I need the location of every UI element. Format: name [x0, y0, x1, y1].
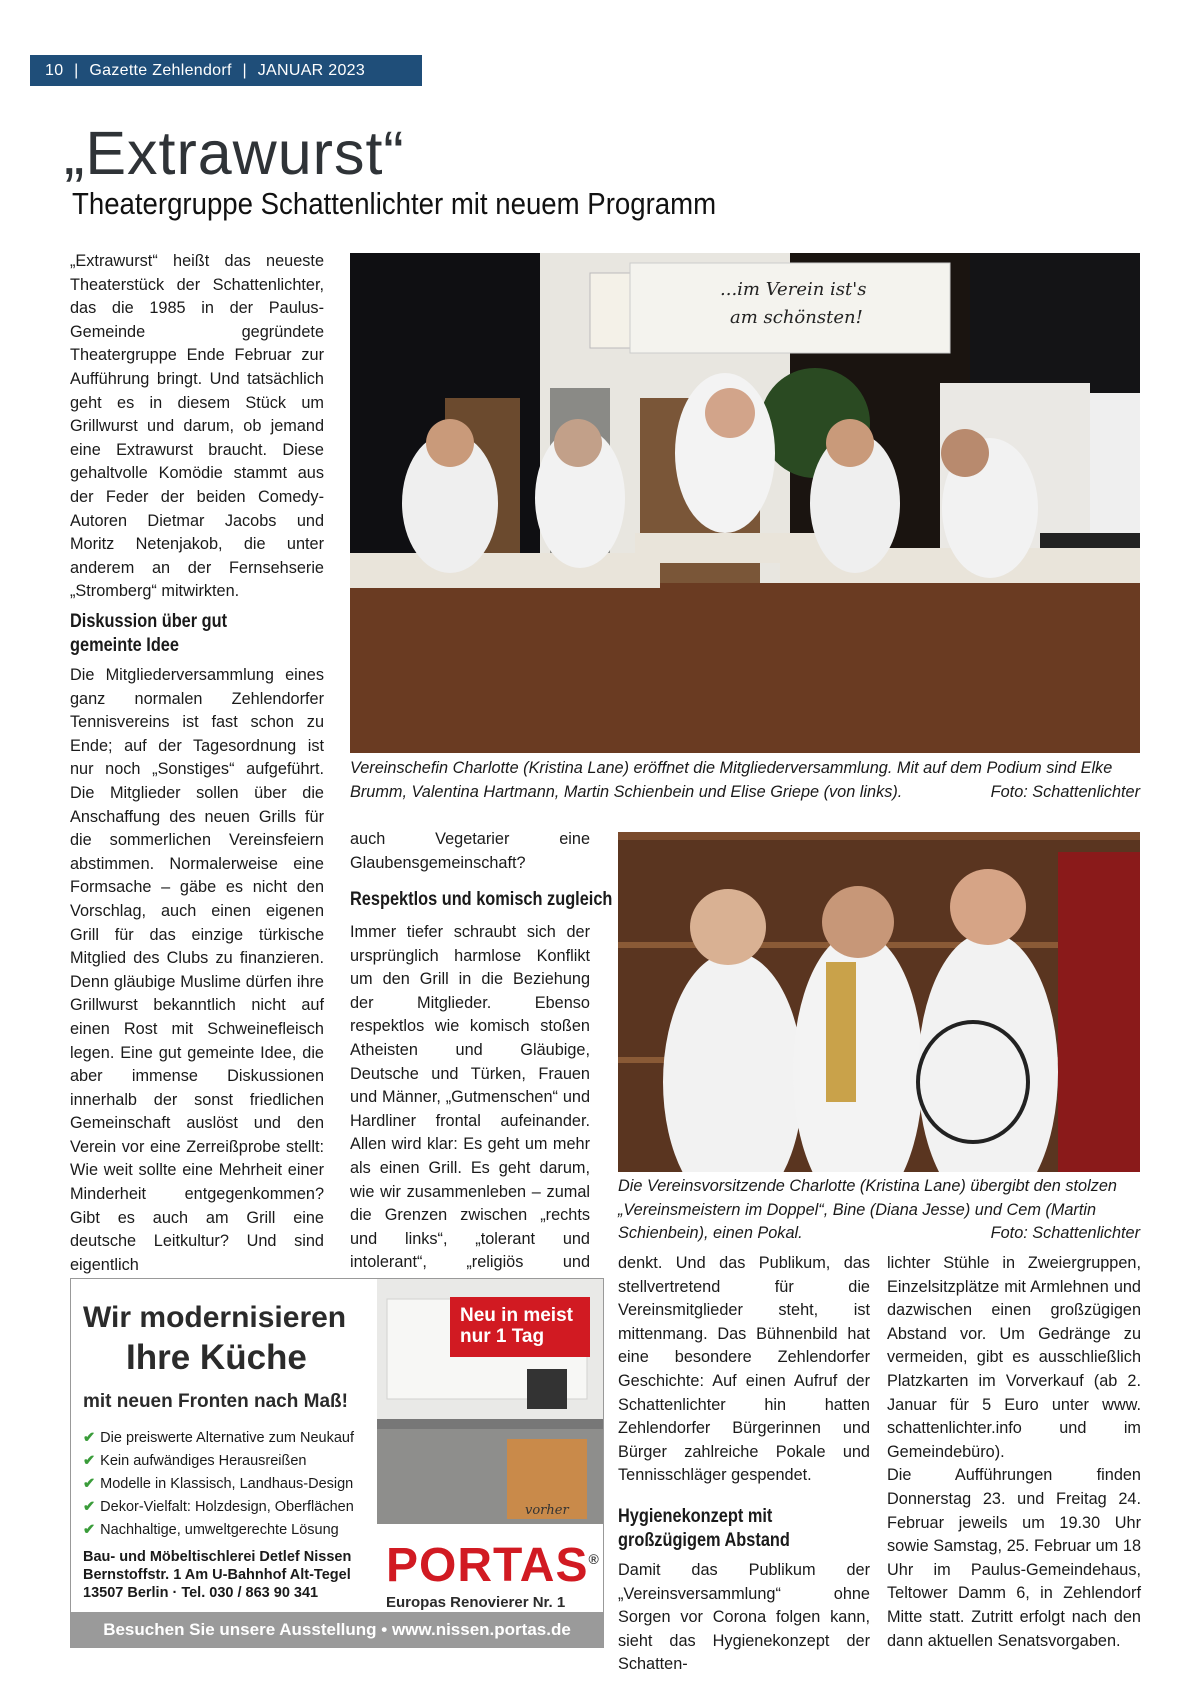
header-separator: | — [74, 62, 79, 79]
publication-name: Gazette Zehlendorf — [89, 62, 232, 79]
banner-line-2: am schönsten! — [730, 307, 863, 328]
photo-1-credit: Foto: Schattenlichter — [990, 782, 1140, 801]
ad-address-line-2: Bernstoffstr. 1 Am U-Bahnhof Alt-Tegel — [83, 1567, 351, 1583]
column-3-body — [618, 1559, 870, 1677]
column-3 — [618, 1252, 870, 1488]
ad-footer-banner[interactable]: Besuchen Sie unsere Ausstellung • www.nissen.portas.de — [71, 1612, 603, 1647]
issue-date: JANUAR 2023 — [257, 62, 366, 79]
ad-headline-3: mit neuen Fronten nach Maß! — [83, 1391, 348, 1412]
ad-badge-line-1: Neu in meist — [460, 1305, 573, 1326]
ad-benefit-item: ✔ Dekor-Vielfalt: Holzdesign, Oberflächen — [83, 1499, 354, 1515]
page-number: 10 — [45, 62, 64, 79]
ad-address-line-1: Bau- und Möbeltischlerei Detlef Nissen — [83, 1549, 352, 1565]
stage-photo — [350, 253, 1140, 753]
check-icon: ✔ — [83, 1453, 96, 1469]
photo-1-caption-text: Vereinschefin Charlotte (Kristina Lane) eröffnet die Mitgliederversammlung. Mit auf dem Podium sind Elke Brumm, Valentina Hartmann, Martin Schienbein und Elise Griepe (von links). — [350, 759, 1113, 801]
registered-mark: ® — [588, 1551, 600, 1567]
section-heading-3-line1: Hygienekonzept mit — [618, 1506, 773, 1527]
ad-headline-1: Wir modernisieren — [83, 1301, 347, 1334]
ad-address-line-3: 13507 Berlin · Tel. 030 / 863 90 341 — [83, 1585, 319, 1601]
section-heading-3-line2: großzügigem Abstand — [618, 1530, 790, 1551]
section-heading-1 — [70, 610, 330, 658]
ad-badge-line-2: nur 1 Tag — [460, 1326, 545, 1347]
photo-2-caption-text: Die Vereinsvorsitzende Charlotte (Kristina Lane) übergibt den stolzen „Vereinsmeistern im Doppel“, Bine (Diana Jesse) und Cem (Martin Schienbein), einen Pokal. — [618, 1177, 1117, 1243]
column-1 — [70, 250, 324, 604]
section-heading-3 — [618, 1505, 878, 1553]
section-heading-2-wrap — [350, 888, 613, 912]
column-3-text: denkt. Und das Publikum, das stellvertretend für die Vereinsmitglieder steht, ist mittenmang. Das Bühnenbild hat eine besondere Zehlendorfer Geschichte: Auf einen Aufruf der Schattenlichter hin hatten Zehlendorfer Bürgerinnen und Bürger zahlreiche Pokale und Tennisschläger gespendet. — [618, 1254, 870, 1485]
banner-line-1: ...im Verein ist's — [720, 279, 867, 300]
column-2-body — [350, 921, 590, 1322]
column-2-continuation: auch Vegetarier eine Glaubensgemeinschaft? — [350, 830, 590, 872]
vorher-label: vorher — [525, 1503, 569, 1518]
ad-red-badge — [450, 1297, 590, 1357]
ad-benefit-list — [83, 1427, 354, 1542]
stage-photo-image — [350, 253, 1140, 753]
section-3-text: Damit das Publikum der „Vereinsversammlung“ ohne Sorgen vor Corona folgen kann, sieht das Hygienekonzept der Schatten- — [618, 1561, 870, 1674]
ad-benefit-item: ✔ Die preiswerte Alternative zum Neukauf — [83, 1430, 355, 1446]
ad-benefit-item: ✔ Modelle in Klassisch, Landhaus-Design — [83, 1476, 354, 1492]
photo-1-caption — [350, 757, 1140, 804]
check-icon: ✔ — [83, 1522, 96, 1538]
section-2-text: Immer tiefer schraubt sich der ursprünglich harmlose Konflikt um den Grill in die Beziehung der Mitglieder. Ebenso respektlos wie komisch stoßen Atheisten und Gläubige, Deutsche und Türken, Frauen und Männer, „Gutmenschen“ und Hardliner frontal aufeinander. Allen wird klar: Es geht um mehr als einen Grill. Es geht darum, wie wir zusammenleben – zumal die Grenzen zwischen „rechts und links“, „tolerant und intolerant“, „religiös und — [350, 923, 590, 1272]
portas-logo: PORTAS® — [386, 1539, 600, 1592]
check-icon: ✔ — [83, 1499, 96, 1515]
check-icon: ✔ — [83, 1430, 96, 1446]
page-header — [30, 55, 422, 86]
column-4-text-1: lichter Stühle in Zweiergruppen, Einzelsitzplätze mit Armlehnen und dazwischen einen großzügigen Abstand vor. Um Gedränge zu vermeiden, gibt es ausschließlich Platzkarten im Vorverkauf (ab 2. Januar für 5 Euro unter www. schattenlichter.info und im Gemeindebüro). — [887, 1254, 1141, 1461]
section-heading-1-line2: gemeinte Idee — [70, 635, 179, 656]
column-4 — [887, 1252, 1141, 1653]
article-intro: „Extrawurst“ heißt das neueste Theaterstück der Schattenlichter, das die 1985 in der Paulus-Gemeinde gegründete Theatergruppe Ende Februar zur Aufführung bringt. Und tatsächlich geht es in diesem Stück um Grillwurst und darum, ob jemand eine Extrawurst braucht. Diese gehaltvolle Komödie stammt aus der Feder der beiden Comedy-Autoren Dietmar Jacobs und Moritz Netenjakob, die unter anderem an der Fernsehserie „Stromberg“ mitwirkten. — [70, 252, 324, 601]
photo-2-caption — [618, 1175, 1140, 1246]
header-separator: | — [242, 62, 247, 79]
photo-2-credit: Foto: Schattenlichter — [990, 1224, 1140, 1243]
article-title: „Extrawurst“ — [64, 119, 405, 187]
ad-address — [83, 1548, 351, 1602]
trophy-photo-image — [618, 832, 1140, 1172]
column-4-text-2: Die Aufführungen finden Donnerstag 23. und Freitag 24. Februar jeweils um 19.30 Uhr sowie Samstag, 25. Februar um 18 Uhr im Paulus-Gemeindehaus, Teltower Damm 6, in Zehlendorf Mitte statt. Zutritt erfolgt nach den dann aktuellen Senatsvorgaben. — [887, 1466, 1141, 1650]
ad-headline-2: Ihre Küche — [126, 1338, 307, 1377]
portas-logo-block — [386, 1534, 600, 1611]
check-icon: ✔ — [83, 1476, 96, 1492]
article-subtitle: Theatergruppe Schattenlichter mit neuem Programm — [72, 186, 717, 221]
trophy-photo — [618, 832, 1140, 1172]
section-heading-2: Respektlos und komisch zugleich — [350, 889, 613, 910]
ad-benefit-item: ✔ Nachhaltige, umweltgerechte Lösung — [83, 1522, 339, 1538]
section-1-text: Die Mitgliederversammlung eines ganz normalen Zehlendorfer Tennisvereins ist fast schon zu Ende; auf der Tagesordnung ist nur noch „Sonstiges“ aufgeführt. Die Mitglieder sollen über die Anschaffung des neuen Grills für die sommerlichen Vereinsfeiern abstimmen. Normalerweise eine Formsache – gäbe es nicht den Vorschlag, auch einen eigenen Grill für das einzige türkische Mitglied des Clubs zu finanzieren. Denn gläubige Muslime dürfen ihre Grillwurst bekanntlich nicht auf einen Rost mit Schweinefleisch legen. Eine gut gemeinte Idee, die aber immense Diskussionen innerhalb der sonst friedlichen Gemeinschaft auslöst und den Verein vor eine Zerreißprobe stellt: Wie weit sollte eine Mehrheit einer Minderheit entgegenkommen? Gibt es auch am Grill eine deutsche Leitkultur? Und sind eigentlich — [70, 666, 324, 1274]
column-2 — [350, 828, 590, 875]
section-heading-1-line1: Diskussion über gut — [70, 611, 228, 632]
ad-benefit-item: ✔ Kein aufwändiges Herausreißen — [83, 1453, 307, 1469]
column-1-body — [70, 664, 324, 1277]
portas-tagline: Europas Renovierer Nr. 1 — [386, 1594, 566, 1611]
